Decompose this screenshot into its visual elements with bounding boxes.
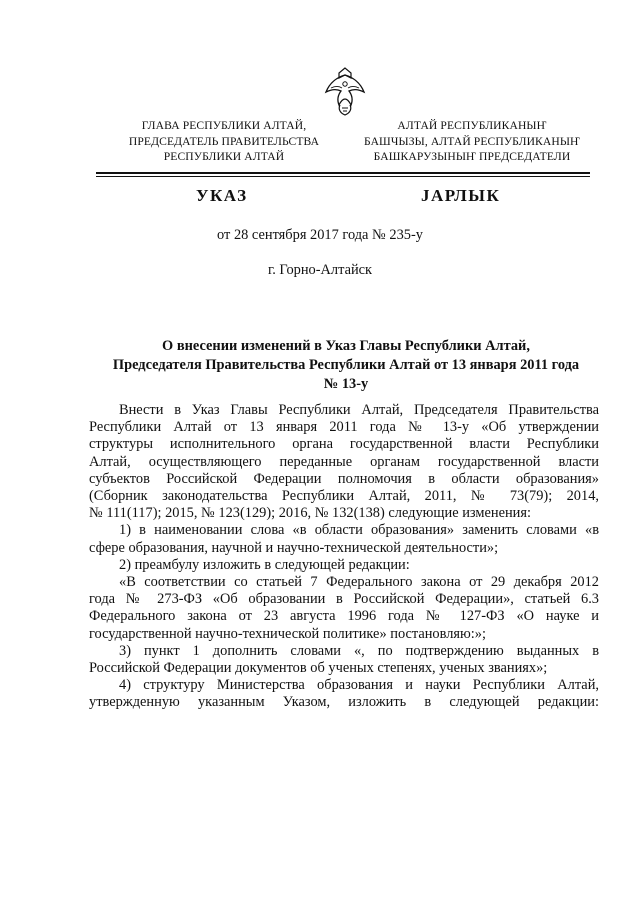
header-divider-thick bbox=[96, 172, 590, 174]
document-type-altai: JАРЛЫК bbox=[421, 186, 501, 205]
body-line: 2) преамбулу изложить в следующей редакции: bbox=[119, 556, 410, 573]
subject-line: Председателя Правительства Республики Алтай от 13 января 2011 года bbox=[112, 357, 580, 373]
header-right-line: БАШКАРУЗЫНЫҤ ПРЕДСЕДАТЕЛИ bbox=[373, 150, 571, 163]
body-line: сфере образования, научной и научно-технической деятельности»; bbox=[89, 539, 499, 556]
body-line: Внести в Указ Главы Республики Алтай, Председателя Правительства bbox=[119, 402, 599, 418]
body-line: № 111(117); 2015, № 123(129); 2016, № 132(138) следующие изменения: bbox=[89, 505, 531, 522]
document-subject bbox=[96, 337, 596, 394]
body-line: 1) в наименовании слова «в области образования» заменить словами «в bbox=[119, 522, 599, 539]
header-right-line: БАШЧЫЗЫ, АЛТАЙ РЕСПУБЛИКАНЫҤ bbox=[363, 134, 580, 148]
header-right-line: АЛТАЙ РЕСПУБЛИКАНЫҤ bbox=[397, 119, 547, 132]
document-body bbox=[89, 402, 599, 712]
body-line: Федерального закона от 23 августа 1996 года № 127-ФЗ «О науке и bbox=[89, 608, 599, 625]
header-left-line: ГЛАВА РЕСПУБЛИКИ АЛТАЙ, bbox=[141, 119, 307, 132]
body-line: структуры исполнительного органа государственной власти Республики bbox=[89, 436, 599, 453]
body-line: Российской Федерации документов об ученых степенях, ученых званиях»; bbox=[89, 660, 548, 677]
body-line: 3) пункт 1 дополнить словами «, по подтверждению выданных в bbox=[119, 642, 599, 659]
subject-line: № 13-у bbox=[323, 376, 369, 392]
document-type-ru: УКАЗ bbox=[196, 186, 248, 205]
header-right-block bbox=[352, 118, 592, 165]
body-line: государственной научно-технической политике» постановляю:»; bbox=[89, 625, 486, 642]
header-left-line: ПРЕДСЕДАТЕЛЬ ПРАВИТЕЛЬСТВА bbox=[128, 134, 320, 148]
body-line: утвержденную указанным Указом, изложить в следующей редакции: bbox=[89, 694, 599, 711]
body-line: Республики Алтай от 13 января 2011 года № 13-у «Об утверждении bbox=[89, 419, 599, 436]
document-city: г. Горно-Алтайск bbox=[267, 262, 373, 278]
header-divider-thin bbox=[96, 176, 590, 177]
coat-of-arms-emblem bbox=[322, 64, 368, 118]
header-left-block bbox=[118, 118, 330, 165]
subject-line: О внесении изменений в Указ Главы Республики Алтай, bbox=[162, 338, 530, 354]
body-line: 4) структуру Министерства образования и науки Республики Алтай, bbox=[119, 677, 599, 694]
body-line: субъектов Российской Федерации полномочия в области образования» bbox=[89, 470, 599, 487]
header-left-line: РЕСПУБЛИКИ АЛТАЙ bbox=[163, 150, 285, 163]
body-line: (Сборник законодательства Республики Алтай, 2011, № 73(79); 2014, bbox=[89, 488, 599, 505]
document-date-number: от 28 сентября 2017 года № 235-у bbox=[217, 227, 423, 243]
body-line: года № 273-ФЗ «Об образовании в Российской Федерации», статьей 6.3 bbox=[89, 591, 599, 608]
body-line: Алтай, осуществляющего переданные органам государственной власти bbox=[89, 453, 599, 470]
body-line: «В соответствии со статьей 7 Федерального закона от 29 декабря 2012 bbox=[119, 574, 599, 591]
